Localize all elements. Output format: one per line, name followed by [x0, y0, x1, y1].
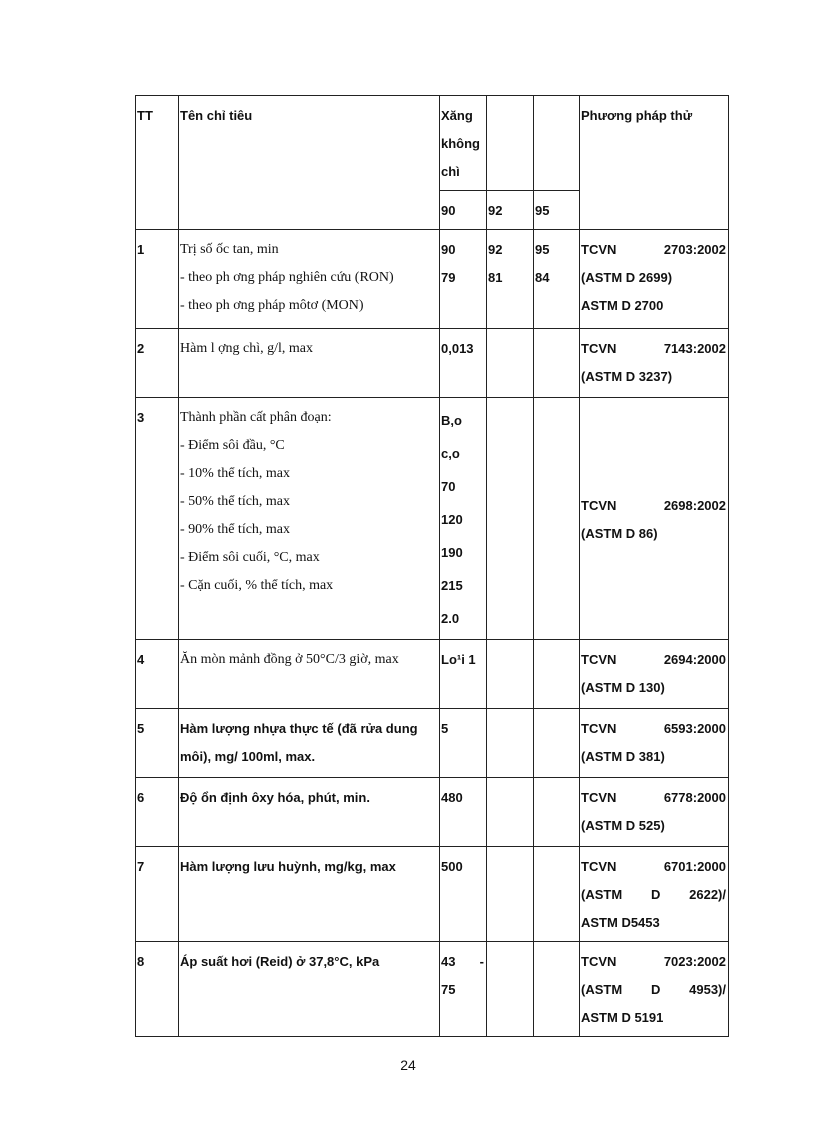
spec-table	[135, 95, 729, 1037]
row-method-line: ASTM D 5191	[581, 1010, 664, 1025]
row-value: 95	[535, 242, 550, 257]
table-row	[136, 847, 729, 942]
row-method-line: TCVN 6593:2000	[581, 721, 726, 736]
row-g95	[534, 230, 580, 329]
row-method-line: (ASTM D 381)	[581, 749, 665, 764]
header-fuel	[440, 96, 487, 191]
page-number: 24	[400, 1057, 416, 1073]
row-g92	[487, 942, 534, 1037]
row-tt: 3	[136, 398, 179, 640]
row-method	[580, 329, 729, 398]
table-row	[136, 230, 729, 329]
row-name: Hàm lượng lưu huỳnh, mg/kg, max	[179, 847, 440, 942]
row-name-line: - Điểm sôi cuối, °C, max	[180, 550, 320, 565]
row-method-line: (ASTM D 2699)	[581, 270, 673, 285]
row-method	[580, 398, 729, 640]
row-value: 120	[441, 512, 463, 527]
row-value: 43 -	[441, 954, 484, 969]
row-method-line: ASTM D 2700	[581, 298, 664, 313]
row-g90: 500	[440, 847, 487, 942]
table-row	[136, 640, 729, 709]
grade-92: 92	[487, 191, 534, 230]
row-value: 75	[441, 982, 456, 997]
row-g92	[487, 778, 534, 847]
row-tt: 1	[136, 230, 179, 329]
row-name	[179, 230, 440, 329]
table-row	[136, 942, 729, 1037]
row-g90: 480	[440, 778, 487, 847]
row-name-line: - Điểm sôi đầu, °C	[180, 438, 285, 453]
header-tt: TT	[136, 96, 179, 230]
grade-95: 95	[534, 191, 580, 230]
table-row	[136, 709, 729, 778]
row-g90	[440, 942, 487, 1037]
row-method	[580, 847, 729, 942]
row-value: 2.0	[441, 611, 460, 626]
row-tt: 5	[136, 709, 179, 778]
row-g95	[534, 942, 580, 1037]
row-value: 84	[535, 270, 550, 285]
table-row	[136, 329, 729, 398]
row-g90: 5	[440, 709, 487, 778]
row-name-line: - 10% thể tích, max	[180, 466, 291, 481]
row-value: 79	[441, 270, 456, 285]
row-method-line: TCVN 2698:2002	[581, 497, 726, 513]
row-method	[580, 640, 729, 709]
header-empty	[534, 96, 580, 191]
row-name-line: Thành phần cất phân đoạn:	[180, 410, 332, 425]
row-g92	[487, 329, 534, 398]
row-tt: 2	[136, 329, 179, 398]
row-value: 70	[441, 479, 456, 494]
row-g92	[487, 640, 534, 709]
row-g92	[487, 847, 534, 942]
row-name-line: - theo ph ơng pháp nghiên cứu (RON)	[180, 270, 394, 285]
row-g90	[440, 398, 487, 640]
row-g95	[534, 778, 580, 847]
row-g90: 0,013	[440, 329, 487, 398]
row-method-line: (ASTM D 3237)	[581, 369, 673, 384]
row-g95	[534, 329, 580, 398]
table-row	[136, 398, 729, 640]
row-name: Hàm lượng nhựa thực tế (đã rửa dung môi), mg/ 100ml, max.	[179, 709, 440, 778]
row-method-line: TCVN 7143:2002	[581, 341, 726, 356]
row-g95	[534, 640, 580, 709]
header-fuel-line: chì	[441, 164, 460, 179]
row-method-line: (ASTM D 130)	[581, 680, 665, 695]
header-name: Tên chỉ tiêu	[179, 96, 440, 230]
row-g90	[440, 230, 487, 329]
row-method	[580, 230, 729, 329]
row-g95	[534, 847, 580, 942]
row-value: 90	[441, 242, 456, 257]
header-row	[136, 96, 729, 191]
header-method: Phương pháp thử	[580, 96, 729, 230]
row-g90: Lo¹i 1	[440, 640, 487, 709]
row-method-line: TCVN 7023:2002	[581, 954, 726, 969]
row-name-line: - Cặn cuối, % thể tích, max	[180, 578, 334, 593]
row-method	[580, 942, 729, 1037]
row-name: Hàm l ợng chì, g/l, max	[179, 329, 440, 398]
row-g92	[487, 398, 534, 640]
row-name-line: - theo ph ơng pháp môtơ (MON)	[180, 298, 364, 313]
row-name: Áp suất hơi (Reid) ở 37,8°C, kPa	[179, 942, 440, 1037]
row-name	[179, 398, 440, 640]
row-name-line: Trị số ốc tan, min	[180, 242, 279, 257]
row-g92	[487, 709, 534, 778]
grade-90: 90	[440, 191, 487, 230]
row-tt: 4	[136, 640, 179, 709]
row-method	[580, 709, 729, 778]
header-fuel-line: Xăng	[441, 108, 473, 123]
row-method-line: (ASTM D 86)	[581, 525, 658, 541]
row-method-line: TCVN 2703:2002	[581, 242, 726, 257]
row-tt: 8	[136, 942, 179, 1037]
row-method-line: TCVN 6701:2000	[581, 859, 726, 874]
row-g92	[487, 230, 534, 329]
row-method-line: (ASTM D 2622)/	[581, 887, 726, 902]
row-method-line: TCVN 2694:2000	[581, 652, 726, 667]
row-g95	[534, 709, 580, 778]
header-empty	[487, 96, 534, 191]
row-name: Độ ổn định ôxy hóa, phút, min.	[179, 778, 440, 847]
row-tt: 7	[136, 847, 179, 942]
row-method-line: TCVN 6778:2000	[581, 790, 726, 805]
header-fuel-line: không	[441, 136, 480, 151]
row-value: 92	[488, 242, 503, 257]
row-value: 215	[441, 578, 463, 593]
row-value: 190	[441, 545, 463, 560]
row-method	[580, 778, 729, 847]
row-name-line: - 50% thể tích, max	[180, 494, 291, 509]
row-value: B,o c,o	[441, 413, 462, 461]
row-method-line: ASTM D5453	[581, 915, 660, 930]
table-row	[136, 778, 729, 847]
row-tt: 6	[136, 778, 179, 847]
row-g95	[534, 398, 580, 640]
row-method-line: (ASTM D 4953)/	[581, 982, 726, 997]
row-value: 81	[488, 270, 503, 285]
row-name: Ăn mòn mảnh đồng ở 50°C/3 giờ, max	[179, 640, 440, 709]
row-method-line: (ASTM D 525)	[581, 818, 665, 833]
row-name-line: - 90% thể tích, max	[180, 522, 291, 537]
